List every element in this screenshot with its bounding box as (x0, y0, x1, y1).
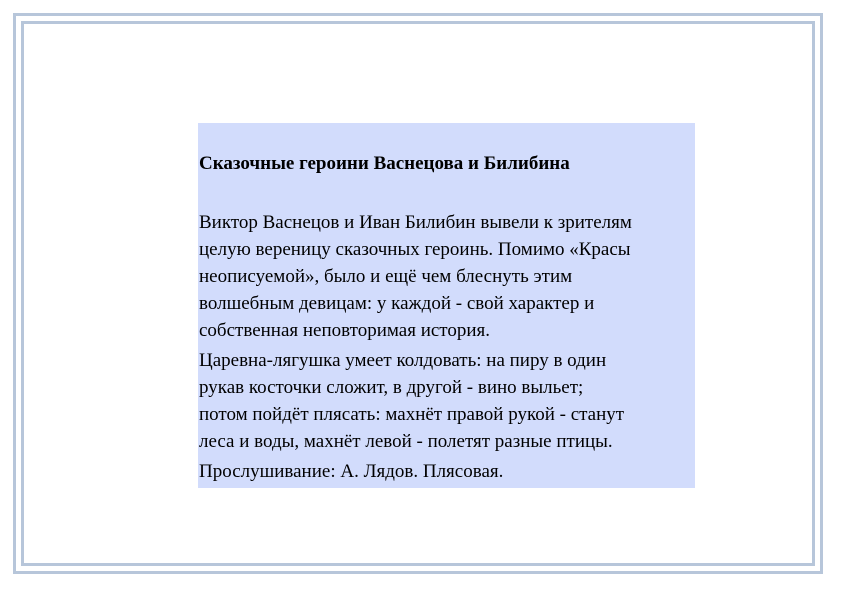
paragraph-frog-princess (199, 347, 695, 455)
paragraph-intro (199, 209, 695, 344)
text-line: Царевна-лягушка умеет колдовать: на пиру в один (199, 350, 607, 371)
text-line: Прослушивание: А. Лядов. Плясовая. (199, 461, 504, 482)
text-line: леса и воды, махнёт левой - полетят разные птицы. (199, 431, 613, 452)
paragraph-listening (199, 458, 695, 485)
slide-title: Сказочные героини Васнецова и Билибина (199, 153, 570, 174)
text-line: неописуемой», было и ещё чем блеснуть этим (199, 266, 573, 287)
text-line: потом пойдёт плясать: махнёт правой рукой - станут (199, 404, 625, 425)
text-line: волшебным девицам: у каждой - свой характер и (199, 293, 595, 314)
text-line: Виктор Васнецов и Иван Билибин вывели к зрителям (199, 212, 632, 233)
text-line: собственная неповторимая история. (199, 320, 491, 341)
text-line: рукав косточки сложит, в другой - вино выльет; (199, 377, 584, 398)
text-line: целую вереницу сказочных героинь. Помимо «Красы (199, 239, 631, 260)
text-box[interactable] (198, 123, 695, 488)
